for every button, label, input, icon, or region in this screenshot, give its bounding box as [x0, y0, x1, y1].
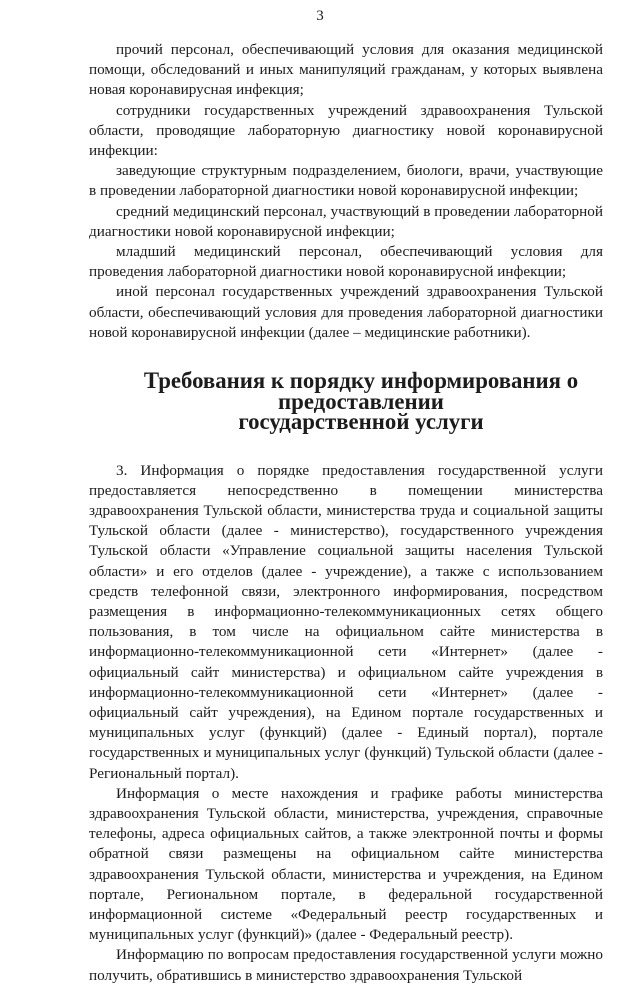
section-heading-line-1: Требования к порядку информирования о предоставлении [143, 368, 579, 414]
page-number: 3 [316, 8, 324, 24]
document-body [89, 40, 603, 986]
paragraph: 3. Информация о порядке предоставления государственной услуги предоставляется непосредственно в помещении министерства здравоохранения Тульской области, министерства труда и социальной защиты Тульской области (далее - министерство), государственного учреждения Тульской области «Управление социальной защиты населения Тульской области» и его отделов (далее - учреждение), а также с использованием средств телефонной связи, электронного информирования, посредством размещения в информационно-телекоммуникационных сетях общего пользования, в том числе на официальном сайте министерства в информационно-телекоммуникационной сети «Интернет» (далее - официальный сайт министерства) и официальном сайте учреждения в информационно-телекоммуникационной сети «Интернет» (далее - официальный сайт учреждения), на Едином портале государственных и муниципальных услуг (функций) (далее - Единый портал), портале государственных и муниципальных услуг (функций) Тульской области (далее - Региональный портал). [89, 461, 603, 782]
section-heading [89, 368, 603, 435]
paragraph: Информация о месте нахождения и графике работы министерства здравоохранения Тульской области, министерства, учреждения, справочные телефоны, адреса официальных сайтов, а также электронной почты и формы обратной связи размещены на официальном сайте министерства здравоохранения Тульской области, министерства и учреждения, на Едином портале, Региональном портале, в федеральной государственной информационной системе «Федеральный реестр государственных и муниципальных услуг (функций)» (далее - Федеральный реестр). [89, 784, 603, 944]
list-item: младший медицинский персонал, обеспечивающий условия для проведения лабораторной диагностики новой коронавирусной инфекции; [89, 243, 603, 281]
list-item: средний медицинский персонал, участвующий в проведении лабораторной диагностики новой коронавирусной инфекции; [89, 202, 603, 240]
paragraph: Информацию по вопросам предоставления государственной услуги можно получить, обратившись в министерство здравоохранения Тульской [89, 946, 603, 984]
list-item: заведующие структурным подразделением, биологи, врачи, участвующие в проведении лабораторной диагностики новой коронавирусной инфекции; [89, 162, 603, 200]
section-heading-line-2: государственной услуги [238, 409, 484, 435]
list-item: иной персонал государственных учреждений здравоохранения Тульской области, обеспечивающий условия для проведения лабораторной диагностики новой коронавирусной инфекции (далее – медицинские работники). [89, 283, 603, 341]
list-item: прочий персонал, обеспечивающий условия для оказания медицинской помощи, обследований и иных манипуляций гражданам, у которых выявлена новая коронавирусная инфекция; [89, 41, 603, 99]
list-item: сотрудники государственных учреждений здравоохранения Тульской области, проводящие лабораторную диагностику новой коронавирусной инфекции: [89, 101, 603, 160]
